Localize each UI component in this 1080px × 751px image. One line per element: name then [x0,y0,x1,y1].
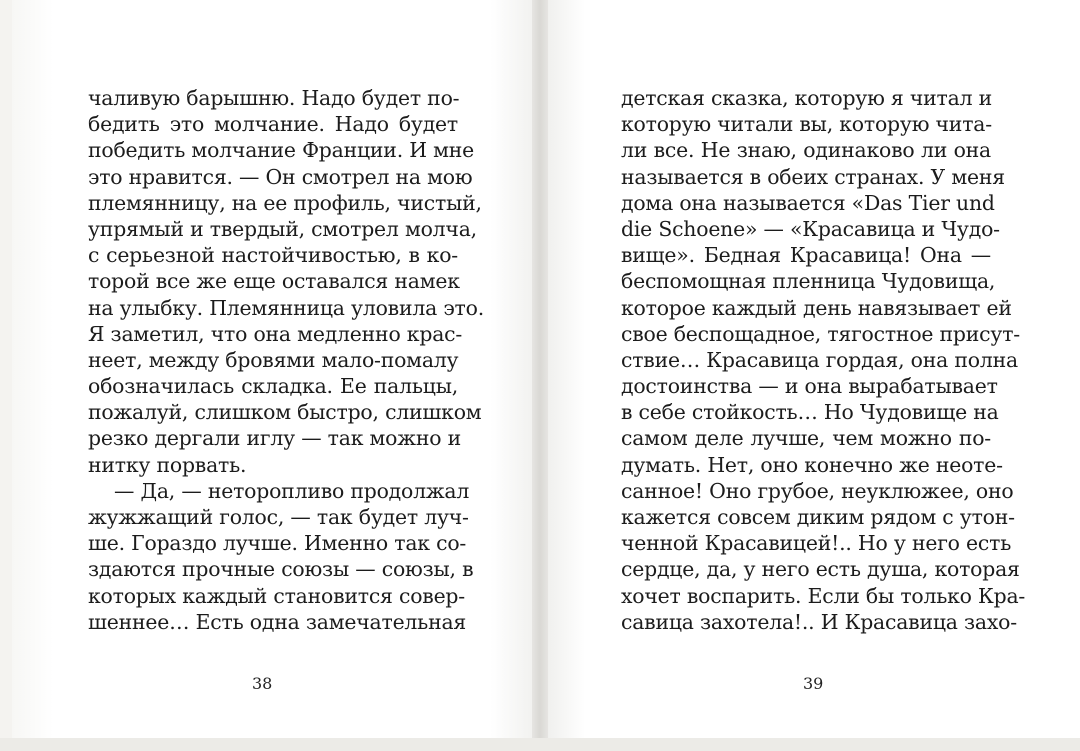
right-line: савица захотела!.. И Красавица захо- [621,609,1017,634]
right-line: сердце, да, у него есть душа, которая [621,557,1020,582]
left-line: торой все же еще оставался намек [88,269,460,294]
left-line: победить молчание Франции. И мне [88,138,475,163]
right-line: хочет воспарить. Если бы только Кра- [621,583,1026,608]
left-line: это нравится. — Он смотрел на мою [88,164,473,189]
left-page [12,0,532,751]
right-line: санное! Оно грубое, неуклюжее, оно [621,478,1014,503]
left-line: — Да, — неторопливо продолжал [114,478,470,503]
right-line: die Schoene» — «Красавица и Чудо- [621,216,1000,241]
left-line: ше. Гораздо лучше. Именно так со- [88,531,467,556]
left-line: резко дергали иглу — так можно и [88,426,461,451]
left-line: неет, между бровями мало-помалу [88,347,459,372]
right-line: называется в обеих странах. У меня [621,164,1005,189]
right-line: ли все. Не знаю, одинаково ли она [621,138,991,163]
left-line: племянницу, на ее профиль, чистый, [88,190,482,215]
right-line: которую читали вы, которую чита- [621,112,992,137]
right-page-text [621,85,1026,635]
right-page [548,0,1080,751]
right-line: в себе стойкость… Но Чудовище на [621,400,999,425]
right-line: дома она называется «Das Tier und [621,190,995,215]
right-line: ствие… Красавица гордая, она полна [621,347,1018,372]
scan-bottom-edge [0,738,1080,751]
right-line: думать. Нет, оно конечно же неоте- [621,452,1003,477]
left-line: которых каждый становится совер- [88,583,465,608]
left-line: Я заметил, что она медленно крас- [88,321,463,346]
left-line: чаливую барышню. Надо будет по- [88,86,460,110]
right-line: ченной Красавицей!.. Но у него есть [621,531,1012,556]
left-line: бедить это молчание. Надо будет [88,112,458,137]
left-line: с серьезной настойчивостью, в ко- [88,243,458,268]
left-line: шеннее… Есть одна замечательная [88,609,467,634]
left-line: обозначилась складка. Ее пальцы, [88,374,458,399]
right-line: вище». Бедная Красавица! Она — [621,243,991,268]
left-page-text [88,85,484,635]
left-line: упрямый и твердый, смотрел молча, [88,216,477,241]
left-line: пожалуй, слишком быстро, слишком [88,400,482,425]
right-line: которое каждый день навязывает ей [621,295,1012,320]
right-line: свое беспощадное, тягостное присут- [621,321,1020,346]
left-line: здаются прочные союзы — союзы, в [88,557,474,582]
page-number-left: 38 [252,674,273,693]
right-line: беспомощная пленница Чудовища, [621,269,996,294]
right-line: кажется совсем диким рядом с утон- [621,505,1015,529]
page-number-right: 39 [803,674,824,693]
book-gutter [532,0,548,751]
left-line: на улыбку. Племянница уловила это. [88,295,484,320]
right-line: достоинства — и она вырабатывает [621,374,998,399]
right-line: детская сказка, которую я читал и [621,86,993,110]
left-line: нитку порвать. [88,452,247,477]
left-line: жужжащий голос, — так будет луч- [88,505,469,529]
right-line: самом деле лучше, чем можно по- [621,426,991,451]
